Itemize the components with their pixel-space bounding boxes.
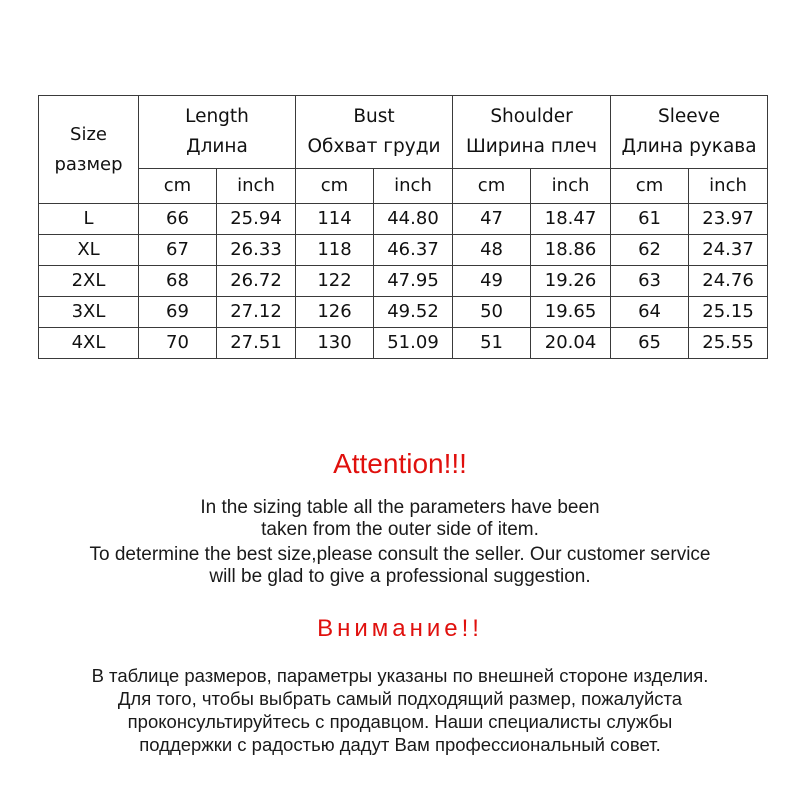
attention-heading-en: Attention!!! <box>333 448 467 479</box>
unit-cell: inch <box>689 169 768 204</box>
table-cell: 62 <box>611 235 689 266</box>
size-header-cell <box>39 96 139 204</box>
table-cell: 25.55 <box>689 328 768 359</box>
table-cell: 114 <box>296 204 374 235</box>
length-header-ru: Длина <box>186 136 248 157</box>
table-cell: 61 <box>611 204 689 235</box>
table-cell: 44.80 <box>374 204 453 235</box>
header-row <box>39 96 768 169</box>
table-row <box>39 204 768 235</box>
table-row <box>39 328 768 359</box>
length-header <box>139 96 296 169</box>
bust-header-ru: Обхват груди <box>307 136 441 157</box>
table-cell: 19.65 <box>531 297 611 328</box>
table-cell: 50 <box>453 297 531 328</box>
table-cell: 20.04 <box>531 328 611 359</box>
table-row <box>39 235 768 266</box>
sleeve-header-en: Sleeve <box>658 106 720 127</box>
attention-heading-ru: Внимание!! <box>317 615 483 642</box>
table-cell: 27.51 <box>217 328 296 359</box>
table-row <box>39 266 768 297</box>
table-cell: 63 <box>611 266 689 297</box>
table-cell: 24.37 <box>689 235 768 266</box>
table-cell: 25.15 <box>689 297 768 328</box>
table-cell: 49.52 <box>374 297 453 328</box>
table-cell: 65 <box>611 328 689 359</box>
table-cell: 66 <box>139 204 217 235</box>
table-cell: 130 <box>296 328 374 359</box>
table-cell: 122 <box>296 266 374 297</box>
unit-cell: cm <box>139 169 217 204</box>
table-cell: 70 <box>139 328 217 359</box>
text-line: проконсультируйтесь с продавцом. Наши специалисты службы <box>127 711 673 732</box>
table-cell: 18.86 <box>531 235 611 266</box>
shoulder-header-ru: Ширина плеч <box>465 136 598 157</box>
size-cell: 2XL <box>39 266 139 297</box>
table-cell: 24.76 <box>689 266 768 297</box>
table-cell: 69 <box>139 297 217 328</box>
sleeve-header-ru: Длина рукава <box>621 136 757 157</box>
unit-cell: inch <box>531 169 611 204</box>
unit-cell: inch <box>374 169 453 204</box>
table-cell: 26.33 <box>217 235 296 266</box>
shoulder-header-en: Shoulder <box>490 106 573 127</box>
unit-cell: inch <box>217 169 296 204</box>
table-cell: 67 <box>139 235 217 266</box>
text-line: To determine the best size,please consult the seller. Our customer service <box>89 544 711 565</box>
table-cell: 118 <box>296 235 374 266</box>
size-cell: 3XL <box>39 297 139 328</box>
table-cell: 19.26 <box>531 266 611 297</box>
table-cell: 51 <box>453 328 531 359</box>
table-cell: 126 <box>296 297 374 328</box>
size-chart-table <box>38 95 768 359</box>
table-cell: 49 <box>453 266 531 297</box>
size-cell: 4XL <box>39 328 139 359</box>
table-cell: 47 <box>453 204 531 235</box>
size-cell: XL <box>39 235 139 266</box>
text-line: taken from the outer side of item. <box>261 519 539 540</box>
bust-header-en: Bust <box>353 106 395 127</box>
unit-row <box>39 169 768 204</box>
table-cell: 26.72 <box>217 266 296 297</box>
size-header-ru: размер <box>54 153 123 175</box>
unit-cell: cm <box>611 169 689 204</box>
text-line: Для того, чтобы выбрать самый подходящий размер, пожалуйста <box>117 688 683 709</box>
table-cell: 68 <box>139 266 217 297</box>
table-cell: 46.37 <box>374 235 453 266</box>
table-cell: 25.94 <box>217 204 296 235</box>
table-cell: 47.95 <box>374 266 453 297</box>
consult-note-en <box>0 544 800 588</box>
size-header-en: Size <box>70 123 107 145</box>
table-cell: 23.97 <box>689 204 768 235</box>
text-line: поддержки с радостью дадут Вам профессиональный совет. <box>139 734 661 755</box>
bust-header <box>296 96 453 169</box>
table-cell: 51.09 <box>374 328 453 359</box>
table-row <box>39 297 768 328</box>
notice-ru <box>0 664 800 756</box>
text-line: In the sizing table all the parameters have been <box>200 497 600 518</box>
unit-cell: cm <box>296 169 374 204</box>
text-line: В таблице размеров, параметры указаны по внешней стороне изделия. <box>91 665 709 686</box>
size-cell: L <box>39 204 139 235</box>
unit-cell: cm <box>453 169 531 204</box>
text-line: will be glad to give a professional suggestion. <box>209 566 591 587</box>
length-header-en: Length <box>185 106 249 127</box>
shoulder-header <box>453 96 611 169</box>
table-cell: 64 <box>611 297 689 328</box>
table-cell: 48 <box>453 235 531 266</box>
table-cell: 27.12 <box>217 297 296 328</box>
table-cell: 18.47 <box>531 204 611 235</box>
sizing-note-en <box>0 497 800 541</box>
sleeve-header <box>611 96 768 169</box>
